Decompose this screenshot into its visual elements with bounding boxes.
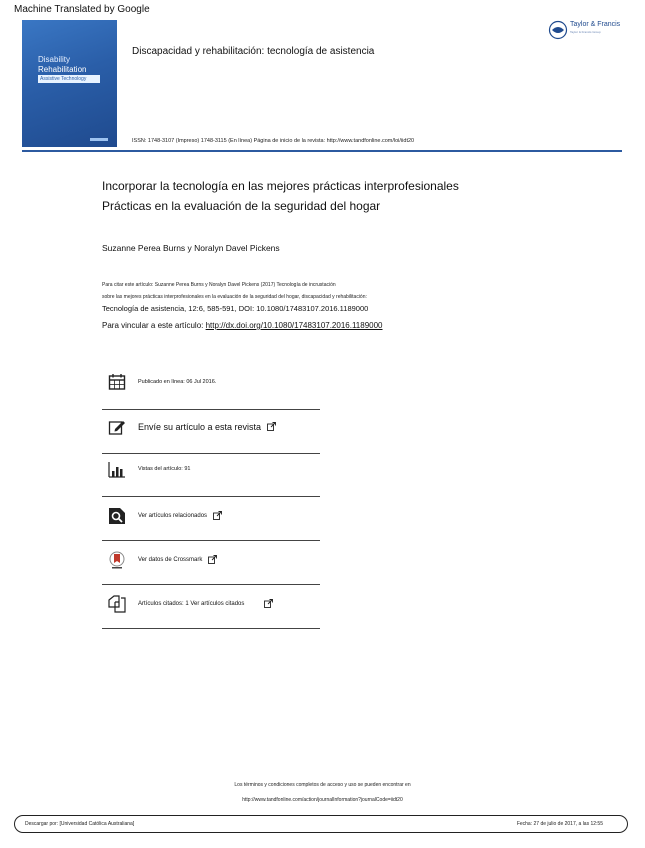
header-divider [22,150,622,152]
download-info-bar [14,815,628,833]
publisher-tagline: Taylor & Francis Group [570,30,601,34]
article-views-item [106,458,320,480]
article-title-line2: Prácticas en la evaluación de la seguridad del hogar [102,199,381,213]
citing-articles-label[interactable]: Artículos citados: 1 Ver artículos citados [138,601,245,607]
documents-icon [106,593,128,615]
crossmark-label[interactable]: Ver datos de Crossmark [138,557,203,563]
publisher-logo [548,20,621,45]
article-authors: Suzanne Perea Burns y Noralyn Davel Pickens [102,243,280,253]
divider [102,409,320,410]
footer-terms: Los términos y condiciones completos de acceso y uso se pueden encontrar en [234,782,411,788]
published-date: Publicado en línea: 06 Jul 2016. [138,379,217,385]
divider [102,453,320,454]
footer-journal-url[interactable]: http://www.tandfonline.com/action/journalInformation?journalCode=iidt20 [242,797,403,803]
related-articles-label[interactable]: Ver artículos relacionados [138,513,208,519]
edit-icon [106,416,128,438]
calendar-icon [106,371,128,393]
cover-publisher-mark [90,138,108,141]
related-articles-link[interactable] [106,505,320,527]
external-link-icon [264,595,273,613]
journal-cover-image [22,20,117,147]
crossmark-icon [106,549,128,571]
external-link-icon [208,551,217,569]
article-link-prefix: Para vincular a este artículo: [102,321,206,330]
crossmark-link[interactable] [106,549,320,571]
citing-articles-link[interactable] [106,593,320,615]
article-link-line [102,321,383,330]
external-link-icon [267,418,276,436]
divider [102,628,320,629]
taylor-francis-icon [548,20,568,40]
divider [102,584,320,585]
issn-line: ISSN: 1748-3107 (Impreso) 1748-3115 (En línea) Página de inicio de la revista: http://www.tandfonline.com/loi/iidt20 [132,138,415,144]
publisher-name: Taylor & Francis [570,21,621,28]
external-link-icon [213,507,222,525]
citation-line3: Tecnología de asistencia, 12:6, 585-591, DOI: 10.1080/17483107.2016.1189000 [102,304,369,313]
divider [102,496,320,497]
article-views-count: Vistas del artículo: 91 [138,466,191,472]
cover-title-line1: Disability [38,55,71,64]
bar-chart-icon [106,458,128,480]
article-title-line1: Incorporar la tecnología en las mejores prácticas interprofesionales [102,179,459,193]
related-articles-search-icon [106,505,128,527]
submit-article-link[interactable] [106,416,320,438]
download-date: Fecha: 27 de julio de 2017, a las 12:55 [516,821,603,827]
cover-title-line2: Rehabilitation [38,65,87,74]
divider [102,540,320,541]
downloaded-by: Descargar por: [Universidad Católica Australiana] [25,821,135,827]
submit-article-label[interactable]: Envíe su artículo a esta revista [138,422,262,432]
machine-translation-banner: Machine Translated by Google [14,4,150,15]
journal-title: Discapacidad y rehabilitación: tecnología de asistencia [132,46,375,57]
doi-link[interactable]: http://dx.doi.org/10.1080/17483107.2016.1189000 [205,321,383,330]
citation-line2: sobre las mejores prácticas interprofesionales en la evaluación de la seguridad del hogar, discapacidad y rehabilitación: [102,294,367,300]
published-item [106,371,320,393]
citation-line1: Para citar este artículo: Suzanne Perea Burns y Noralyn Davel Pickens (2017) Tecnología de incrustación [102,282,336,288]
cover-subtitle: Assistive Technology [38,75,100,83]
